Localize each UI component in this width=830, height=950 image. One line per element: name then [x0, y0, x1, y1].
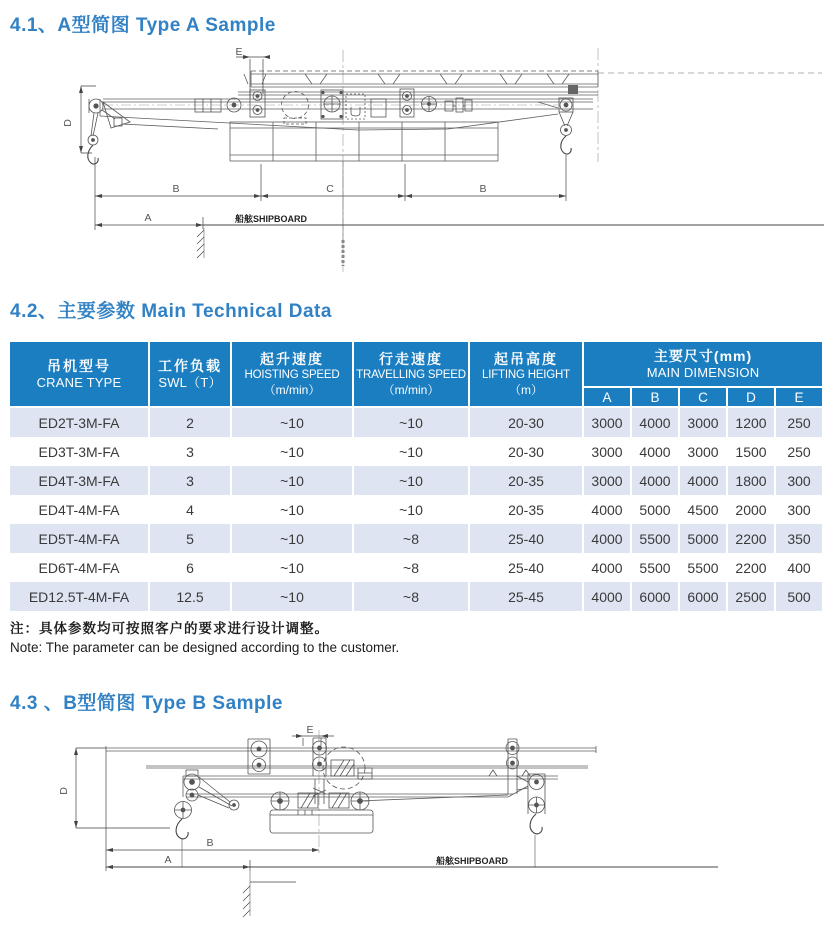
cell-value: 4500 [679, 495, 727, 524]
cell-value: 4000 [583, 524, 631, 553]
cell-crane-type: ED4T-3M-FA [9, 466, 149, 495]
col-header-hoisting-speed: 起升速度 HOISTING SPEED （m/min） [231, 341, 353, 407]
cell-value: 20-35 [469, 466, 583, 495]
deck-rail [244, 71, 822, 87]
cell-value: 2 [149, 407, 231, 437]
col-header-crane-type: 吊机型号 CRANE TYPE [9, 341, 149, 407]
cell-value: 20-30 [469, 407, 583, 437]
cell-value: 5 [149, 524, 231, 553]
col-header-main-dimension: 主要尺寸(mm) MAIN DIMENSION [583, 341, 823, 387]
dimensions [79, 55, 824, 258]
cell-value: 500 [775, 582, 823, 611]
section-42-title: 4.2、主要参数 Main Technical Data [10, 301, 332, 322]
cell-value: ~10 [353, 466, 469, 495]
dim-label-a: A [164, 854, 172, 866]
cell-value: 5500 [631, 553, 679, 582]
cell-value: 4000 [583, 582, 631, 611]
cell-value: ~10 [231, 524, 353, 553]
cell-value: ~10 [231, 466, 353, 495]
table-body [9, 407, 823, 611]
trolley [270, 792, 373, 833]
table-row [9, 524, 823, 553]
cell-value: 4 [149, 495, 231, 524]
right-hook-icon [561, 136, 571, 154]
col-header-dim-b: B [631, 387, 679, 407]
cell-value: 4000 [583, 553, 631, 582]
col-header-travelling-speed: 行走速度 TRAVELLING SPEED （m/min） [353, 341, 469, 407]
dim-label-b1: B [172, 183, 180, 195]
trolley-frame [230, 122, 498, 161]
dim-label-b: B [206, 837, 214, 849]
table-row [9, 466, 823, 495]
type-b-crane-drawing [58, 724, 830, 944]
col-header-dim-d: D [727, 387, 775, 407]
cell-value: ~10 [231, 495, 353, 524]
upper-pulley-block [248, 739, 270, 774]
cell-value: 20-30 [469, 437, 583, 466]
table-row [9, 553, 823, 582]
type-a-crane-drawing [58, 44, 830, 288]
dim-label-e: E [306, 724, 314, 736]
cell-value: 250 [775, 407, 823, 437]
cell-value: 5000 [631, 495, 679, 524]
section-43-title: 4.3 、B型简图 Type B Sample [10, 693, 283, 714]
col-header-lifting-height: 起吊高度 LIFTING HEIGHT （m） [469, 341, 583, 407]
cell-value: 5500 [631, 524, 679, 553]
cell-value: 20-35 [469, 495, 583, 524]
cell-value: 4000 [631, 437, 679, 466]
main-technical-data-table [8, 340, 824, 611]
runway-track [238, 85, 598, 95]
main-girder [183, 776, 558, 801]
cell-value: ~8 [353, 524, 469, 553]
deck-rail [106, 746, 596, 768]
right-hook-icon [530, 814, 542, 834]
cell-value: 300 [775, 466, 823, 495]
cell-crane-type: ED5T-4M-FA [9, 524, 149, 553]
cell-value: ~10 [353, 407, 469, 437]
cell-value: 3000 [583, 466, 631, 495]
cell-value: ~10 [353, 495, 469, 524]
cell-value: ~10 [231, 553, 353, 582]
dim-label-d: D [62, 119, 74, 127]
cell-value: 3000 [679, 407, 727, 437]
cell-value: 2200 [727, 524, 775, 553]
col-header-dim-c: C [679, 387, 727, 407]
cell-crane-type: ED2T-3M-FA [9, 407, 149, 437]
cell-value: ~10 [353, 437, 469, 466]
cell-value: ~8 [353, 582, 469, 611]
note-en: Note: The parameter can be designed according to the customer. [10, 640, 400, 655]
cell-value: 4000 [679, 466, 727, 495]
col-header-dim-a: A [583, 387, 631, 407]
cell-value: 3000 [679, 437, 727, 466]
dim-label-b2: B [479, 183, 487, 195]
left-hook-icon [88, 145, 98, 164]
cell-crane-type: ED4T-4M-FA [9, 495, 149, 524]
cell-value: 6 [149, 553, 231, 582]
cell-value: 1200 [727, 407, 775, 437]
left-hook-icon [176, 819, 188, 839]
cell-value: 2200 [727, 553, 775, 582]
col-header-dim-e: E [775, 387, 823, 407]
cell-value: ~10 [231, 437, 353, 466]
dim-label-c: C [326, 183, 334, 195]
notes-block [10, 619, 399, 657]
col-header-swl: 工作负载 SWL（T） [149, 341, 231, 407]
cell-value: 4000 [631, 407, 679, 437]
cell-value: 6000 [631, 582, 679, 611]
shipboard-label: 船舷SHIPBOARD [436, 856, 509, 866]
cell-value: 250 [775, 437, 823, 466]
cell-value: 3000 [583, 407, 631, 437]
cell-value: 3 [149, 466, 231, 495]
table-row [9, 407, 823, 437]
cell-value: 12.5 [149, 582, 231, 611]
cell-value: 350 [775, 524, 823, 553]
cell-value: 400 [775, 553, 823, 582]
right-post-hanger [489, 739, 545, 867]
cell-value: 3000 [583, 437, 631, 466]
right-hanger-hook [559, 98, 573, 154]
cell-crane-type: ED3T-3M-FA [9, 437, 149, 466]
cell-value: 1500 [727, 437, 775, 466]
cell-value: ~10 [231, 407, 353, 437]
cell-value: 3 [149, 437, 231, 466]
section-41-title: 4.1、A型简图 Type A Sample [10, 15, 276, 36]
cell-value: 25-45 [469, 582, 583, 611]
cell-value: 4000 [583, 495, 631, 524]
cell-value: 2000 [727, 495, 775, 524]
dimensions [74, 734, 718, 917]
end-stop-block [568, 85, 578, 94]
table-row [9, 437, 823, 466]
cell-value: ~10 [231, 582, 353, 611]
cell-value: 4000 [631, 466, 679, 495]
cell-value: ~8 [353, 553, 469, 582]
dim-label-d: D [58, 787, 70, 795]
cell-value: 25-40 [469, 553, 583, 582]
cell-value: 5500 [679, 553, 727, 582]
cell-value: 1800 [727, 466, 775, 495]
table-row [9, 582, 823, 611]
dim-label-a: A [144, 212, 152, 224]
cell-value: 5000 [679, 524, 727, 553]
table-row [9, 495, 823, 524]
cell-crane-type: ED12.5T-4M-FA [9, 582, 149, 611]
ground-hatch [243, 886, 250, 917]
hoist-machinery [195, 89, 472, 124]
main-girder [100, 99, 593, 130]
cell-crane-type: ED6T-4M-FA [9, 553, 149, 582]
cell-value: 2500 [727, 582, 775, 611]
cell-value: 300 [775, 495, 823, 524]
ground-hatch [197, 230, 204, 258]
cell-value: 6000 [679, 582, 727, 611]
note-zh: 注：具体参数均可按照客户的要求进行设计调整。 [10, 621, 329, 636]
shipboard-label: 船舷SHIPBOARD [235, 214, 308, 224]
cell-value: 25-40 [469, 524, 583, 553]
dim-label-e: E [235, 46, 243, 58]
left-pivot-hook [175, 770, 240, 867]
